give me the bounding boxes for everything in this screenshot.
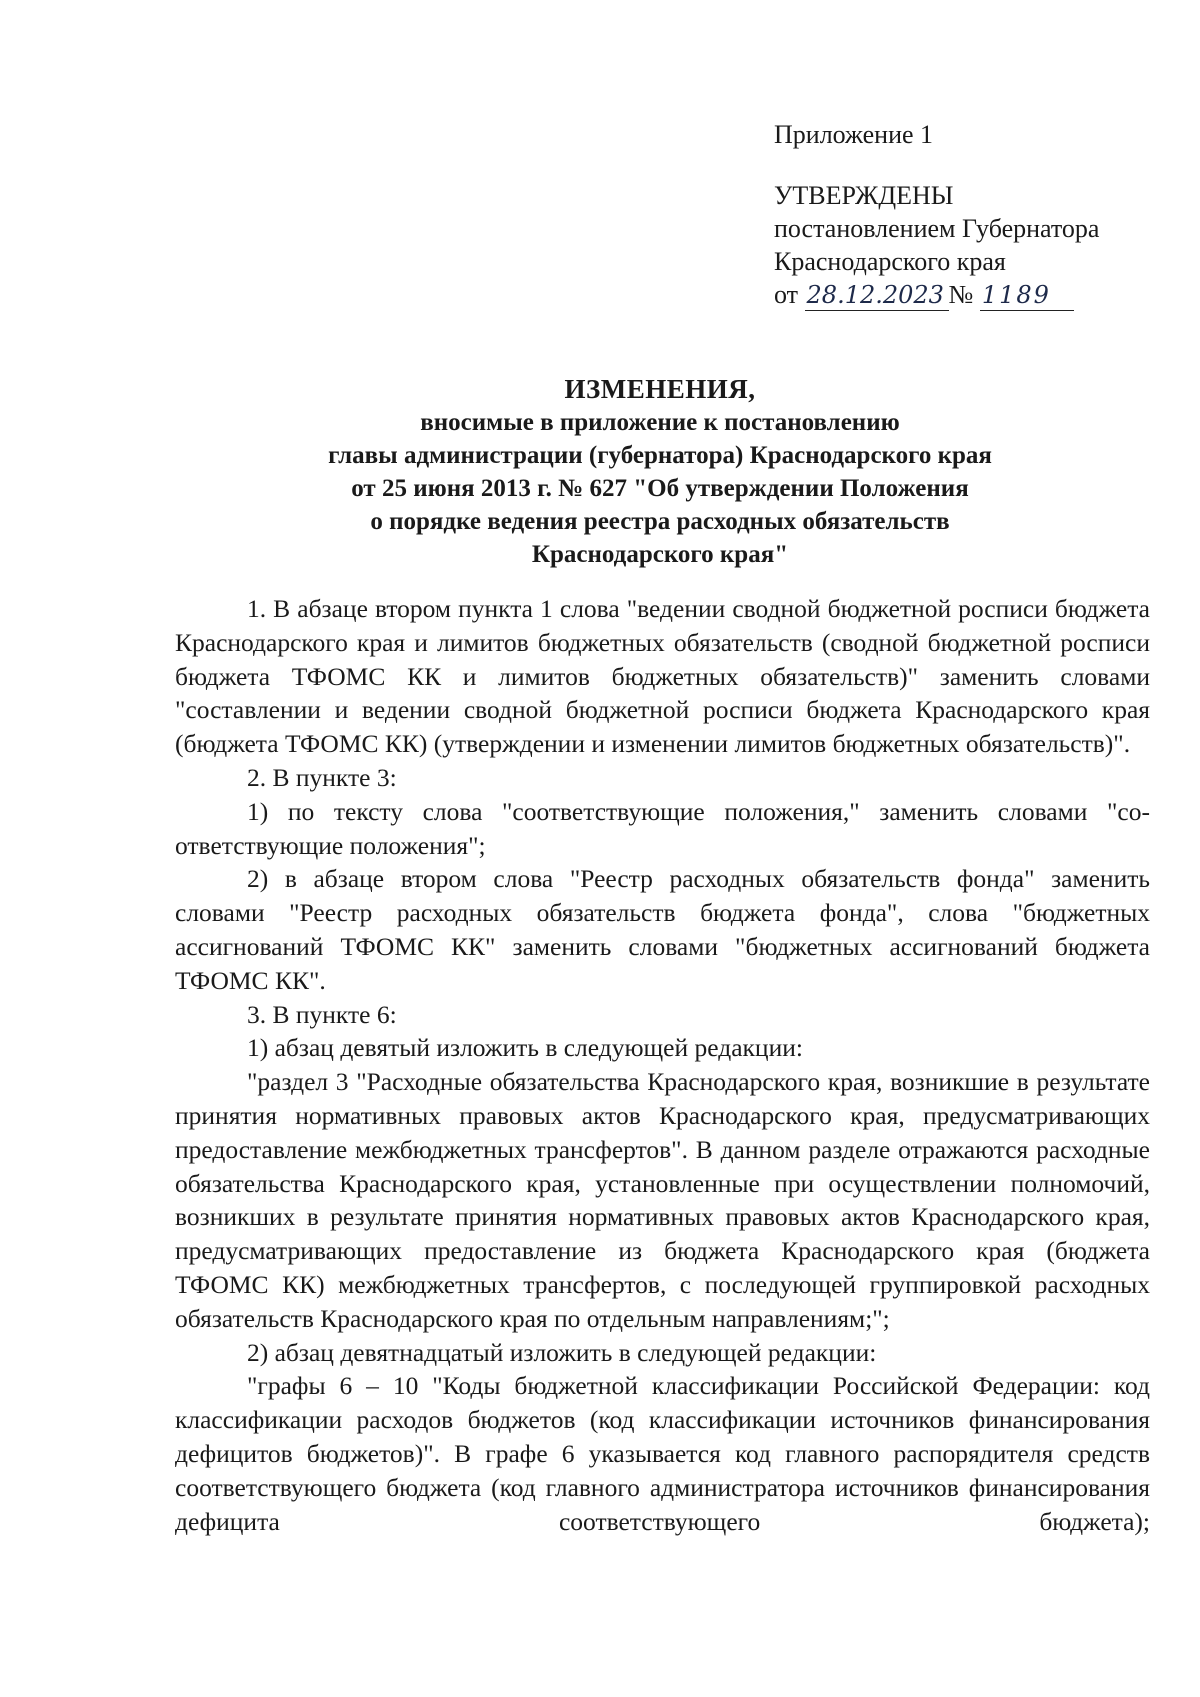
paragraph: 1) по тексту слова "соответствующие положения," заменить словами "соответствующие положения"; xyxy=(175,796,1150,860)
approval-line-2: Краснодарского края xyxy=(774,247,1006,276)
paragraph: 1. В абзаце втором пункта 1 слова "ведении сводной бюджетной росписи бюджета Краснодарского края и лимитов бюджетных обязательств (сводной бюджетной росписи бюджета ТФОМС КК и лимитов бюджетных обязательств)" заменить словами "составлении и ведении сводной бюджетной росписи бюджета Краснодарского края (бюджета ТФОМС КК) (утверждении и изменении лимитов бюджетных обязательств)". xyxy=(175,594,1150,759)
paragraph: 2) в абзаце втором слова "Реестр расходных обязательств фонда" заменить словами "Реестр расходных обязательств бюджета фонда", слова "бюджетных ассигнований ТФОМС КК" заменить словами "бюджетных ассигнований бюджета ТФОМС КК". xyxy=(175,864,1150,995)
approval-date-line xyxy=(774,278,1099,311)
annex-label: Приложение 1 xyxy=(774,120,934,149)
from-label: от xyxy=(774,280,799,309)
title-line: Краснодарского края" xyxy=(531,541,789,568)
document-title xyxy=(120,373,1200,571)
paragraph: 3. В пункте 6: xyxy=(247,999,397,1029)
handwritten-date: 28.12.2023 xyxy=(805,280,949,311)
paragraph: 2. В пункте 3: xyxy=(247,762,397,792)
paragraph: "раздел 3 "Расходные обязательства Краснодарского края, возникшие в результате принятия нормативных правовых актов Краснодарского края, предусматривающих предоставление межбюджетных трансфертов". В данном разделе отражаются расходные обязательства Краснодарского края, установленные при осуществлении полномочий, возникших в результате принятия нормативных правовых актов Краснодарского края, предусматривающих предоставление из бюджета Краснодарского края (бюджета ТФОМС КК) межбюджетных трансфертов, с последующей группировкой расходных обязательств Краснодарского края по отдельным направлениям;"; xyxy=(175,1067,1150,1333)
number-sign: № xyxy=(948,280,974,309)
paragraph: "графы 6 – 10 "Коды бюджетной классификации Российской Федерации: код классификации расходов бюджетов (код классификации источников финансирования дефицитов бюджетов)". В графе 6 указывается код главного распорядителя средств соответствующего бюджета (код главного администратора источников финансирования дефицита соответствующего бюджета); xyxy=(175,1371,1150,1536)
paragraph: 2) абзац девятнадцатый изложить в следующей редакции: xyxy=(247,1337,877,1367)
title-line: вносимые в приложение к постановлению xyxy=(420,409,900,436)
title-main: ИЗМЕНЕНИЯ, xyxy=(564,374,756,404)
approval-line-1: постановлением Губернатора xyxy=(774,214,1100,243)
title-line: главы администрации (губернатора) Краснодарского края xyxy=(328,442,992,469)
title-line: о порядке ведения реестра расходных обязательств xyxy=(370,508,950,535)
approved-label: УТВЕРЖДЕНЫ xyxy=(774,181,954,210)
title-line: от 25 июня 2013 г. № 627 "Об утверждении Положения xyxy=(351,475,969,502)
approval-block xyxy=(774,118,1099,311)
document-body xyxy=(175,592,1150,1538)
paragraph: 1) абзац девятый изложить в следующей редакции: xyxy=(247,1033,803,1063)
handwritten-number: 1189 xyxy=(980,280,1074,311)
